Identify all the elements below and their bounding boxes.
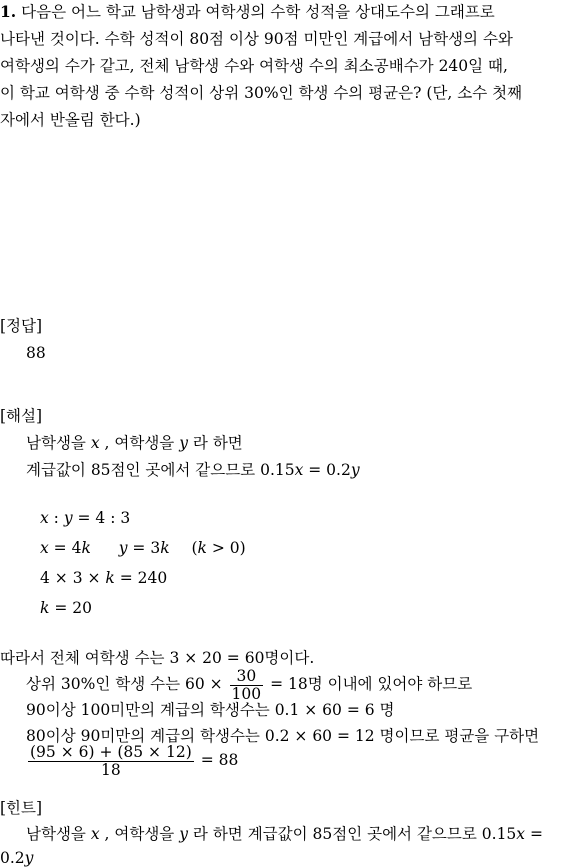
mean-result: = 88 <box>200 751 239 769</box>
equation-k <box>40 538 246 558</box>
question-line-1 <box>0 2 495 22</box>
solution-line-1 <box>26 433 243 453</box>
equation-product <box>40 568 167 588</box>
question-number: 1. <box>0 2 17 21</box>
var-y: y <box>350 461 360 479</box>
var-k: k <box>197 539 207 557</box>
solution-line-80: 80이상 90미만의 계급의 학생수는 0.2 × 60 = 12 명이므로 평균을 구하면 <box>26 727 540 745</box>
fraction-numerator: (95 × 6) + (85 × 12) <box>30 742 192 761</box>
solution-line-90: 90이상 100미만의 계급의 학생수는 0.1 × 60 = 6 명 <box>26 701 395 719</box>
solution-mean <box>26 740 238 780</box>
equation-k-result: = 20 <box>49 599 92 617</box>
var-y: y <box>118 539 128 557</box>
hint-text-e: 0.2 <box>0 849 25 867</box>
var-x: x <box>40 539 49 557</box>
equation-k-value <box>40 598 92 618</box>
hint-text-d: = <box>525 825 543 843</box>
question-text-2: 나타낸 것이다. 수학 성적이 80점 이상 90점 미만인 계급에서 남학생의 수와 <box>0 30 513 48</box>
solution-line-1-text-a: 남학생을 <box>26 434 86 452</box>
question-text-3: 여학생의 수가 같고, 전체 남학생 수와 여학생 수의 최소공배수가 240일 때, <box>0 57 508 75</box>
question-text-5: 자에서 반올림 한다.) <box>0 111 141 129</box>
var-x: x <box>40 509 49 527</box>
hint-text-b: , 여학생을 <box>104 825 175 843</box>
var-y: y <box>24 849 34 867</box>
hint-text-c: 라 하면 계급값이 85점인 곳에서 같으므로 0.15 <box>192 825 517 843</box>
fraction-numerator: 30 <box>230 668 264 686</box>
solution-line-2-text-a: 계급값이 85점인 곳에서 같으므로 0.15 <box>26 461 295 479</box>
var-y: y <box>179 434 188 452</box>
var-x: x <box>90 825 100 843</box>
top-percent-text-a: 상위 30%인 학생 수는 60 × <box>26 675 223 693</box>
var-x: x <box>294 461 304 479</box>
var-y: y <box>63 509 73 527</box>
fraction-denominator: 18 <box>101 760 121 779</box>
solution-header: [해설] <box>0 407 43 425</box>
var-x: x <box>90 434 100 452</box>
equation-ratio-value: = 4 : 3 <box>72 509 131 527</box>
hint-line-1 <box>26 824 543 844</box>
var-k: k <box>105 569 115 587</box>
var-x: x <box>516 825 526 843</box>
fraction-denominator: 100 <box>231 684 262 703</box>
equation-product-right: = 240 <box>114 569 168 587</box>
solution-line-2-text-b: = 0.2 <box>303 461 351 479</box>
var-k: k <box>81 539 91 557</box>
hint-text-a: 남학생을 <box>26 825 86 843</box>
hint-header: [힌트] <box>0 799 43 817</box>
hint-line-2 <box>0 848 33 868</box>
equation-k-part-1: = 4 <box>48 539 82 557</box>
answer-header: [정답] <box>0 317 43 335</box>
solution-top-percent <box>26 664 472 704</box>
fraction-30-100 <box>230 668 264 703</box>
equation-k-part-2: = 3 <box>127 539 161 557</box>
solution-line-2 <box>26 460 360 480</box>
question-text-4: 이 학교 여학생 중 수학 성적이 상위 30%인 학생 수의 평균은? (단, 소수 첫째 <box>0 84 523 102</box>
solution-line-1-text-b: , 여학생을 <box>104 434 175 452</box>
answer-value: 88 <box>26 344 46 362</box>
solution-line-1-text-c: 라 하면 <box>192 434 243 452</box>
var-y: y <box>179 825 188 843</box>
condition-close: > 0) <box>206 539 246 557</box>
var-k: k <box>40 599 50 617</box>
equation-ratio <box>40 508 130 528</box>
equation-product-left: 4 × 3 × <box>40 569 106 587</box>
fraction-mean <box>28 744 194 779</box>
top-percent-text-b: = 18명 이내에 있어야 하므로 <box>270 675 473 693</box>
question-text-1: 다음은 어느 학교 남학생과 여학생의 수학 성적을 상대도수의 그래프로 <box>21 3 495 21</box>
var-k: k <box>160 539 170 557</box>
equation-ratio-colon: : <box>48 509 64 527</box>
solution-conclusion: 따라서 전체 여학생 수는 3 × 20 = 60명이다. <box>0 649 315 667</box>
condition-open: ( <box>191 539 198 557</box>
